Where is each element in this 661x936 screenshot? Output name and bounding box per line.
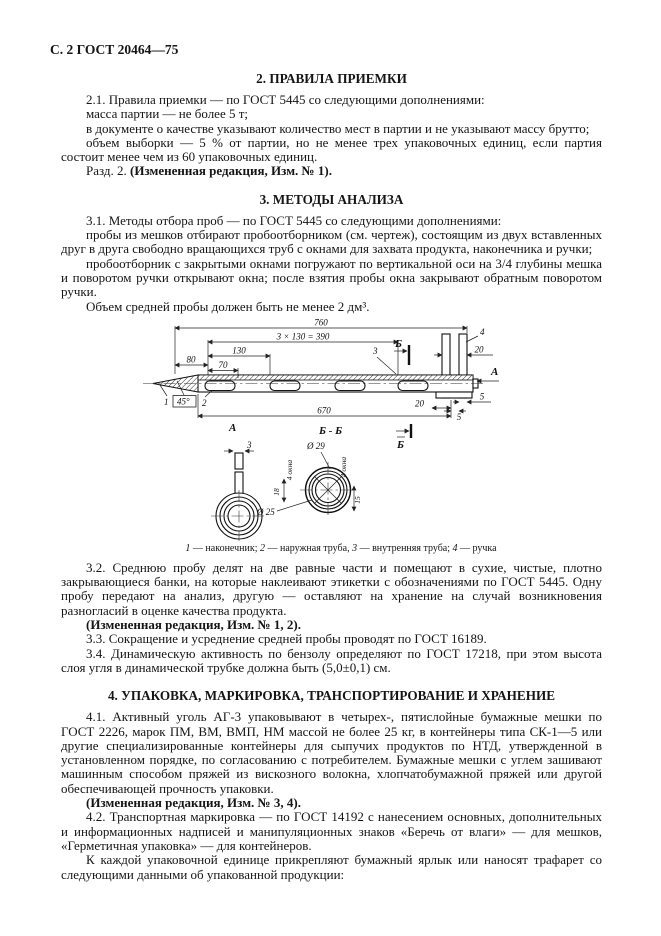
paragraph-2-1: 2.1. Правила приемки — по ГОСТ 5445 со следующими дополнениями: <box>86 92 485 107</box>
paragraph-razd-2 <box>61 164 602 178</box>
paragraph-3-1-probes: пробы из мешков отбирают пробоотборником (см. чертеж), состоящим из двух вставленных друг в друга свободно вращающихся труб с окнами для захвата продукта, наконечника и ручки; <box>61 227 602 257</box>
paragraph-3-1-volume: Объем средней пробы должен быть не менее 2 дм³. <box>86 298 370 314</box>
dimension-760 <box>175 318 467 328</box>
dim-5-right-label: 5 <box>479 391 485 402</box>
dim-5-bottom-label: 5 <box>456 411 462 422</box>
okna-right-label: 4 окна <box>339 456 348 478</box>
caption-text-3: — внутренняя труба; <box>357 542 453 554</box>
amendment-note-4-1: (Измененная редакция, Изм. № 3, 4). <box>86 795 301 811</box>
section-4-heading: 4. УПАКОВКА, МАРКИРОВКА, ТРАНСПОРТИРОВАНИЕ И ХРАНЕНИЕ <box>107 688 556 704</box>
dimension-130 <box>208 345 270 356</box>
section-b-bottom-label: Б <box>397 438 404 451</box>
dim-15-label: 15 <box>353 496 362 504</box>
caption-num-2: 2 <box>259 542 265 554</box>
caption-num-4: 4 <box>452 542 458 554</box>
dim-20-bottom-label: 20 <box>415 398 424 409</box>
figure-sampler <box>103 318 602 542</box>
figure-caption <box>91 543 591 554</box>
dim-390-label: 3 × 130 = 390 <box>276 331 330 342</box>
dim-130-label: 130 <box>232 345 246 356</box>
dim-45-label: 45° <box>177 396 190 407</box>
dimension-390 <box>208 331 398 342</box>
view-a-arrow-label: А <box>491 365 499 378</box>
dimension-80 <box>175 354 208 365</box>
dimension-5-bottom <box>444 411 466 422</box>
caption-num-1: 1 <box>185 542 191 554</box>
paragraph-3-1: 3.1. Методы отбора проб — по ГОСТ 5445 со следующими дополнениями: <box>86 212 502 228</box>
dim-70-label: 70 <box>218 359 228 370</box>
caption-text-1: — наконечник; <box>190 542 260 554</box>
dim-29-label: Ø 29 <box>307 440 325 451</box>
paragraph-3-4: 3.4. Динамическую активность по бензолу определяют по ГОСТ 17218, при этом высота слоя угля в динамической трубке должна быть (5,0±0,1) см. <box>61 645 602 675</box>
amendment-note-3-2: (Измененная редакция, Изм. № 1, 2). <box>86 617 301 633</box>
view-a-arrow <box>477 366 499 381</box>
paragraph-3-1-sampler: пробоотборник с закрытыми окнами погружают по вертикальной оси на 3/4 глубины мешка и поворотом ручки открывают окна; после взятия пробы окна закрывают обратным поворотом ручки. <box>61 255 602 300</box>
section-3-heading: 3. МЕТОДЫ АНАЛИЗА <box>259 191 404 207</box>
dimension-20-bottom <box>415 398 451 408</box>
paragraph-4-1: 4.1. Активный уголь АГ-3 упаковывают в четырех-, пятислойные бумажные мешки по ГОСТ 2226, марок ПМ, ВМ, ВМП, НМ массой не более 25 кг, в контейнеры типа СК-1—5 или другие специализированные контейнеры для сыпучих продуктов по НТД, утвержденной в установленном порядке, по согласованию с потребителем. Бумажные мешки с углем зашивают машинным способом пряжей из вискозного волокна, хлопчатобумажной пряжей или другой обеспечивающей прочность упаковки. <box>61 709 602 796</box>
section-bb-title: Б - Б <box>319 424 343 437</box>
sampler-drawing <box>103 318 623 542</box>
pos2-label: 2 <box>202 397 207 408</box>
dim-760-label: 760 <box>314 317 328 328</box>
section-b-mark-bottom <box>396 424 411 451</box>
document-content <box>61 71 602 882</box>
pos4-label: 4 <box>480 326 485 337</box>
dimension-670 <box>198 405 451 416</box>
pos1-label: 1 <box>164 396 169 407</box>
section-bb <box>256 425 362 518</box>
caption-text-2: — наружная труба, <box>264 542 353 554</box>
page-header: С. 2 ГОСТ 20464—75 <box>50 42 179 57</box>
razd-2-label: Разд. 2. <box>86 163 131 179</box>
pos3-label: 3 <box>373 345 378 356</box>
position-label-1 <box>160 385 169 407</box>
dim-18-label: 18 <box>272 488 281 496</box>
dim-25-label: Ø 25 <box>257 506 275 517</box>
paragraph-3-3: 3.3. Сокращение и усреднение средней пробы проводят по ГОСТ 16189. <box>86 631 487 647</box>
paragraph-4-2: 4.2. Транспортная маркировка — по ГОСТ 14192 с нанесением основных, дополнительных и информационных надписей и манипуляционных знаков «Беречь от влаги» — для мешков, «Герметичная упаковка» — для контейнеров. <box>61 809 602 853</box>
view-a-title: А <box>229 421 237 434</box>
amendment-note-1: (Измененная редакция, Изм. № 1). <box>130 163 332 179</box>
paragraph-2-1-item-mass: масса партии — не более 5 т; <box>86 106 249 122</box>
section-2-heading: 2. ПРАВИЛА ПРИЕМКИ <box>256 71 407 86</box>
dim-670-label: 670 <box>317 405 331 416</box>
dim-20-top-label: 20 <box>474 344 484 355</box>
okna-left-label: 4 окна <box>285 459 294 481</box>
view-a <box>211 422 267 541</box>
position-label-2 <box>202 390 212 408</box>
caption-num-3: 3 <box>352 542 358 554</box>
paragraph-2-1-item-doc: в документе о качестве указывают количество мест в партии и не указывают массу брутто; <box>86 120 590 136</box>
position-label-4 <box>466 327 485 342</box>
position-label-3 <box>372 346 396 374</box>
paragraph-4-2-label: К каждой упаковочной единице прикрепляют бумажный ярлык или наносят трафарет со следующими данными об упакованной продукции: <box>61 852 602 882</box>
section-b-top-label: Б <box>395 337 402 350</box>
dim-80-label: 80 <box>186 354 196 365</box>
caption-text-4: — ручка <box>457 542 497 554</box>
dim-3-label: 3 <box>247 439 252 450</box>
dimension-70 <box>208 360 238 371</box>
section-b-mark-top <box>394 338 409 365</box>
paragraph-3-2: 3.2. Среднюю пробу делят на две равные части и помещают в сухие, чистые, плотно закрывающиеся банки, на которые наклеивают этикетки с обозначениями по ГОСТ 5445. Одну пробу передают на анализ, другую — оставляют на хранение на случай возникновения разногласий в оценке качества продукта. <box>61 559 602 618</box>
paragraph-2-1-item-sample: объем выборки — 5 % от партии, но не менее трех упаковочных единиц, если партия состоит менее чем из 60 упаковочных единиц. <box>61 134 602 165</box>
